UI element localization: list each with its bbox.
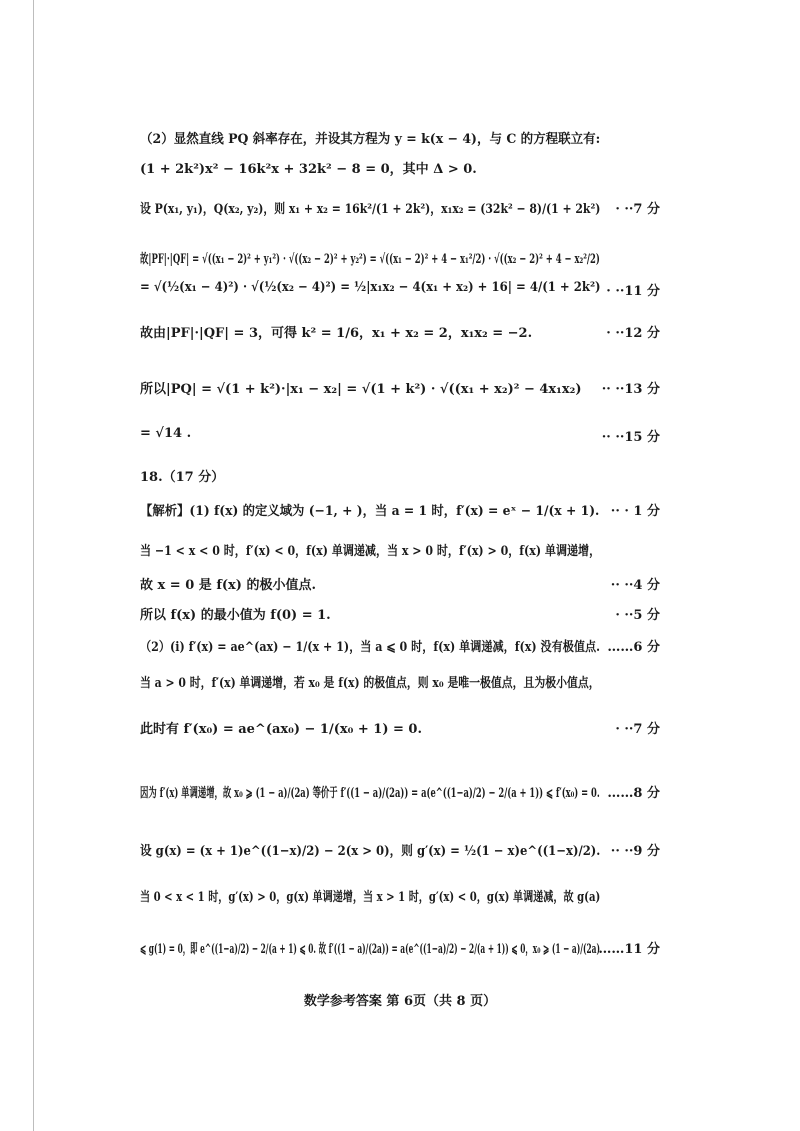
solution-line <box>140 886 660 905</box>
solution-text: (1 + 2k²)x² − 16k²x + 32k² − 8 = 0，其中 Δ > 0. <box>140 162 477 177</box>
solution-line <box>140 938 660 957</box>
solution-line <box>140 574 660 593</box>
solution-line <box>140 248 660 267</box>
solution-line <box>140 128 660 147</box>
solution-text: = √14 . <box>140 426 192 441</box>
score-mark: ·· · 1 分 <box>610 504 660 519</box>
score-mark: ·· ··15 分 <box>601 430 660 445</box>
solution-line <box>140 426 660 441</box>
solution-text: 当 −1 < x < 0 时，f′(x) < 0，f(x) 单调递减，当 x > 0 时，f′(x) > 0，f(x) 单调递增， <box>140 544 601 559</box>
score-mark: ……11 分 <box>598 942 660 957</box>
solution-text: 当 a > 0 时，f′(x) 单调递增，若 x₀ 是 f(x) 的极值点，则 x₀ 是唯一极值点，且为极小值点， <box>140 676 600 691</box>
score-mark: · ··5 分 <box>615 608 660 623</box>
solution-text: 所以 f(x) 的最小值为 f(0) = 1. <box>140 608 331 623</box>
solution-line <box>140 636 660 655</box>
solution-text: 因为 f′(x) 单调递增，故 x₀ ⩾ (1 − a)/(2a) 等价于 f′((1 − a)/(2a)) = a(e^((1−a)/2) − 2/(a + 1)) ⩽ f′(x₀) = 0. <box>140 786 600 801</box>
solution-line <box>140 718 660 737</box>
solution-text: 当 0 < x < 1 时，g′(x) > 0，g(x) 单调递增，当 x > 1 时，g′(x) < 0，g(x) 单调递减，故 g(a) <box>140 890 601 905</box>
solution-line <box>140 322 660 341</box>
solution-text: ⩽ g(1) = 0，即 e^((1−a)/2) − 2/(a + 1) ⩽ 0. 故 f′((1 − a)/(2a)) = a(e^((1−a)/2) − 2/(a + 1)) ⩽ 0，x₀ ⩾ (1 − a)/(2a) <box>140 942 600 957</box>
score-mark: ……8 分 <box>607 786 660 801</box>
score-mark: · ··12 分 <box>606 326 660 341</box>
score-mark: ·· ··13 分 <box>601 382 660 397</box>
page-edge-line <box>33 0 34 1131</box>
score-mark: · ··7 分 <box>615 202 660 217</box>
solution-line <box>140 198 660 217</box>
solution-text: 此时有 f′(x₀) = ae^(ax₀) − 1/(x₀ + 1) = 0. <box>140 722 422 737</box>
solution-text: 【解析】(1) f(x) 的定义域为 (−1, + )，当 a = 1 时，f′(x) = eˣ − 1/(x + 1). <box>140 504 600 519</box>
page-footer: 数学参考答案 第 6页（共 8 页） <box>303 994 497 1009</box>
solution-text: = √(½(x₁ − 4)²) · √(½(x₂ − 4)²) = ½|x₁x₂ − 4(x₁ + x₂) + 16| = 4/(1 + 2k²) <box>140 280 601 295</box>
solution-text: 故 x = 0 是 f(x) 的极小值点. <box>140 578 317 593</box>
score-mark: ·· ··9 分 <box>610 844 660 859</box>
solution-line <box>140 672 660 691</box>
solution-text: 故由|PF|·|QF| = 3，可得 k² = 1/6，x₁ + x₂ = 2，x₁x₂ = −2. <box>140 326 533 341</box>
score-mark: ……6 分 <box>607 640 660 655</box>
solution-line <box>140 280 660 295</box>
solution-text: （2）显然直线 PQ 斜率存在，并设其方程为 y = k(x − 4)，与 C 的方程联立有: <box>140 132 601 147</box>
solution-text: 设 g(x) = (x + 1)e^((1−x)/2) − 2(x > 0)，则 g′(x) = ½(1 − x)e^((1−x)/2). <box>140 844 601 859</box>
solution-text: 设 P(x₁, y₁)，Q(x₂, y₂)，则 x₁ + x₂ = 16k²/(1 + 2k²)，x₁x₂ = (32k² − 8)/(1 + 2k²) <box>140 202 601 217</box>
solution-line <box>140 158 660 177</box>
solution-line <box>140 782 660 801</box>
solution-text: （2）(i) f′(x) = ae^(ax) − 1/(x + 1)，当 a ⩽ 0 时，f(x) 单调递减，f(x) 没有极值点. <box>140 640 601 655</box>
solution-line <box>140 500 660 519</box>
score-mark: · ··11 分 <box>606 284 660 299</box>
solution-line <box>140 466 660 485</box>
score-mark: · ··7 分 <box>615 722 660 737</box>
solution-line <box>140 604 660 623</box>
solution-line <box>140 378 660 397</box>
solution-text: 所以|PQ| = √(1 + k²)·|x₁ − x₂| = √(1 + k²) · √((x₁ + x₂)² − 4x₁x₂) <box>140 382 582 397</box>
score-mark: ·· ··4 分 <box>610 578 660 593</box>
solution-text: 18.（17 分） <box>140 470 225 485</box>
solution-text: 故|PF|·|QF| = √((x₁ − 2)² + y₁²) · √((x₂ − 2)² + y₂²) = √((x₁ − 2)² + 4 − x₁²/2) · √((x₂ − 2)² + 4 − x₂²/2) <box>140 252 600 267</box>
solution-line <box>140 540 660 559</box>
solution-line <box>140 840 660 859</box>
